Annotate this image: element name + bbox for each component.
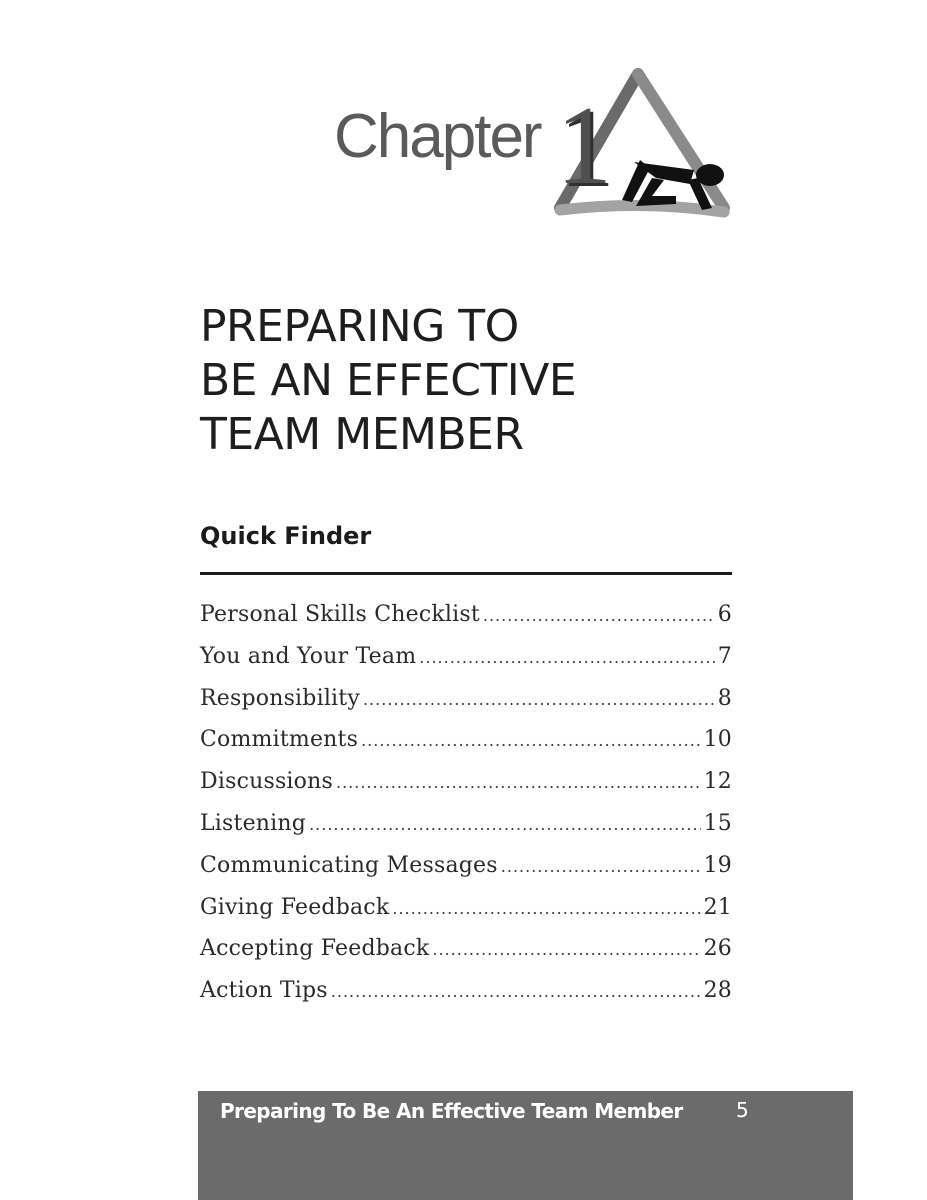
toc-entry-page: 7 (717, 643, 732, 669)
toc-entry-label: You and Your Team (200, 643, 417, 669)
toc-entry[interactable] (200, 769, 732, 811)
toc-entry[interactable] (200, 978, 732, 1020)
title-line: TEAM MEMBER (200, 409, 524, 460)
toc-entry[interactable] (200, 895, 732, 937)
toc-entry-label: Discussions (200, 769, 333, 795)
quick-finder-heading: Quick Finder (200, 522, 372, 550)
page-number: 5 (736, 1098, 749, 1122)
chapter-word: Chapter (334, 102, 541, 171)
footer-title: Preparing To Be An Effective Team Member (220, 1099, 683, 1123)
toc-entry-page: 10 (703, 727, 732, 753)
toc-entry-label: Listening (200, 810, 307, 836)
divider (200, 572, 732, 575)
chapter-number: 1 (556, 84, 612, 208)
toc-entry-page: 8 (717, 685, 732, 711)
quick-finder-list (200, 602, 732, 1020)
toc-entry-label: Personal Skills Checklist (200, 602, 480, 627)
dot-leader (501, 857, 701, 876)
footer-bar (198, 1091, 853, 1200)
dot-leader (392, 899, 700, 918)
toc-entry-page: 21 (703, 894, 732, 920)
dot-leader (309, 815, 701, 834)
toc-entry-label: Giving Feedback (200, 894, 390, 920)
toc-entry-page: 6 (717, 602, 732, 627)
toc-entry[interactable] (200, 602, 732, 644)
toc-entry[interactable] (200, 936, 732, 978)
chapter-heading (318, 60, 758, 230)
toc-entry[interactable] (200, 686, 732, 728)
toc-entry-label: Action Tips (200, 978, 328, 1004)
dot-leader (361, 731, 701, 750)
dot-leader (432, 940, 700, 959)
toc-entry-label: Communicating Messages (200, 852, 498, 878)
toc-entry-page: 28 (703, 978, 732, 1004)
dot-leader (363, 690, 715, 709)
toc-entry-page: 19 (703, 852, 732, 878)
dot-leader (419, 648, 715, 667)
toc-entry-page: 26 (703, 936, 732, 962)
toc-entry[interactable] (200, 644, 732, 686)
dot-leader (336, 773, 701, 792)
toc-entry[interactable] (200, 853, 732, 895)
title-line: BE AN EFFECTIVE (200, 355, 577, 406)
dot-leader (331, 982, 701, 1001)
toc-entry-label: Responsibility (200, 685, 360, 711)
toc-entry-label: Accepting Feedback (200, 936, 430, 962)
dot-leader (483, 606, 715, 625)
page-title (200, 300, 800, 462)
toc-entry[interactable] (200, 811, 732, 853)
toc-entry-label: Commitments (200, 727, 359, 753)
toc-entry-page: 15 (703, 810, 732, 836)
toc-entry[interactable] (200, 727, 732, 769)
toc-entry-page: 12 (703, 769, 732, 795)
title-line: PREPARING TO (200, 301, 519, 352)
